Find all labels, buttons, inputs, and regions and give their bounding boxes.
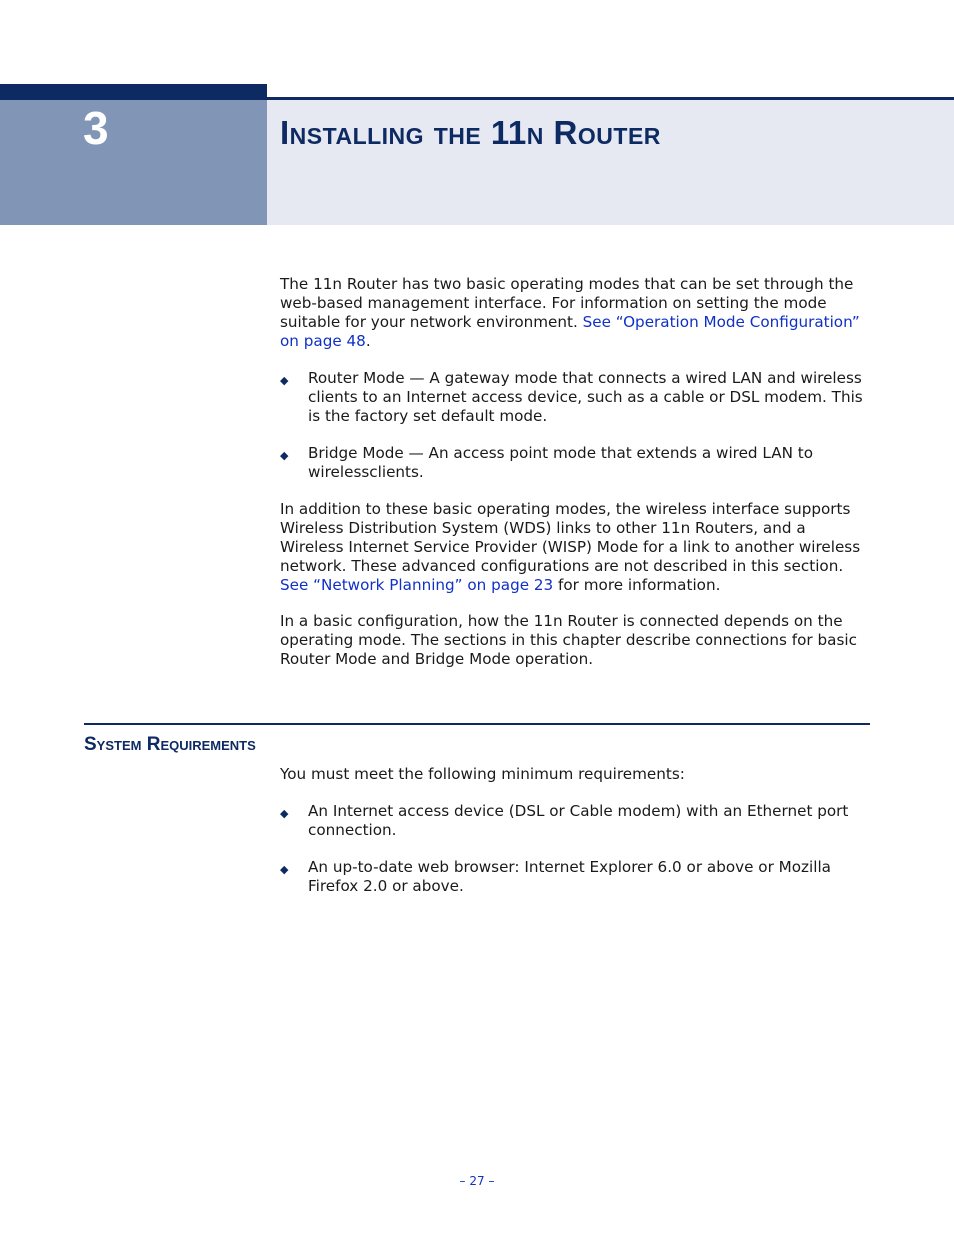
network-planning-link[interactable]: See “Network Planning” on page 23	[280, 576, 554, 594]
additional-modes-paragraph	[280, 500, 870, 595]
chapter-number-block	[0, 84, 267, 225]
section-title: System Requirements	[84, 734, 256, 755]
operation-mode-link[interactable]: See “Operation Mode Configuration” on page 48	[280, 313, 860, 350]
configuration-paragraph	[280, 612, 870, 669]
para2-text: In addition to these basic operating modes, the wireless interface supports Wireless Distribution System (WDS) links to other 11n Routers, and a Wireless Internet Service Provider (WISP) Mode for a link to another wireless network. These advanced configurations are not described in this section.	[280, 500, 861, 575]
para2-after: for more information.	[553, 576, 721, 594]
list-item	[280, 369, 870, 426]
chapter-number: 3	[83, 102, 109, 154]
requirements-intro	[280, 765, 870, 784]
diamond-bullet-icon: ◆	[280, 449, 289, 462]
intro-paragraph	[280, 275, 870, 351]
list-item	[280, 444, 870, 482]
diamond-bullet-icon: ◆	[280, 374, 289, 387]
router-mode-text: Router Mode — A gateway mode that connects a wired LAN and wireless clients to an Internet access device, such as a cable or DSL modem. This is the factory set default mode.	[308, 369, 863, 425]
list-item	[280, 802, 870, 840]
diamond-bullet-icon: ◆	[280, 807, 289, 820]
page-number: – 27 –	[459, 1174, 495, 1188]
chapter-title: Installing the 11n Router	[280, 114, 661, 151]
bridge-mode-text: Bridge Mode — An access point mode that extends a wired LAN to wirelessclients.	[308, 444, 814, 481]
para3-text: In a basic configuration, how the 11n Router is connected depends on the operating mode. The sections in this chapter describe connections for basic Router Mode and Bridge Mode operation.	[280, 612, 857, 668]
list-item	[280, 858, 870, 896]
requirement-text: An up-to-date web browser: Internet Explorer 6.0 or above or Mozilla Firefox 2.0 or above.	[308, 858, 831, 895]
chapter-number-top-bar	[0, 84, 267, 100]
diamond-bullet-icon: ◆	[280, 863, 289, 876]
requirement-text: An Internet access device (DSL or Cable modem) with an Ethernet port connection.	[308, 802, 849, 839]
intro-after: .	[365, 332, 371, 350]
section-divider	[84, 723, 870, 725]
intro-text: The 11n Router has two basic operating modes that can be set through the web-based management interface. For information on setting the mode suitable for your network environment.	[280, 275, 854, 331]
requirements-intro-text: You must meet the following minimum requirements:	[280, 765, 685, 783]
